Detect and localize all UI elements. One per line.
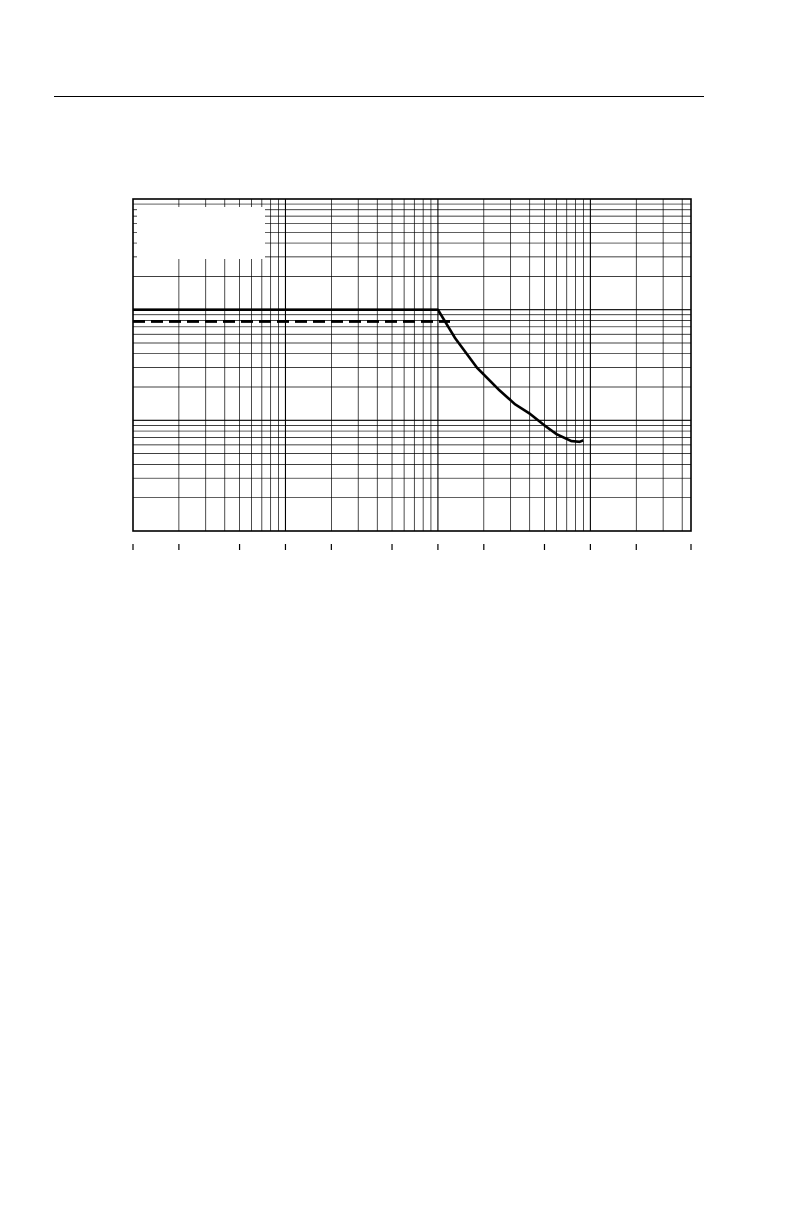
x-axis: [133, 544, 691, 550]
legend-box: [137, 207, 265, 259]
